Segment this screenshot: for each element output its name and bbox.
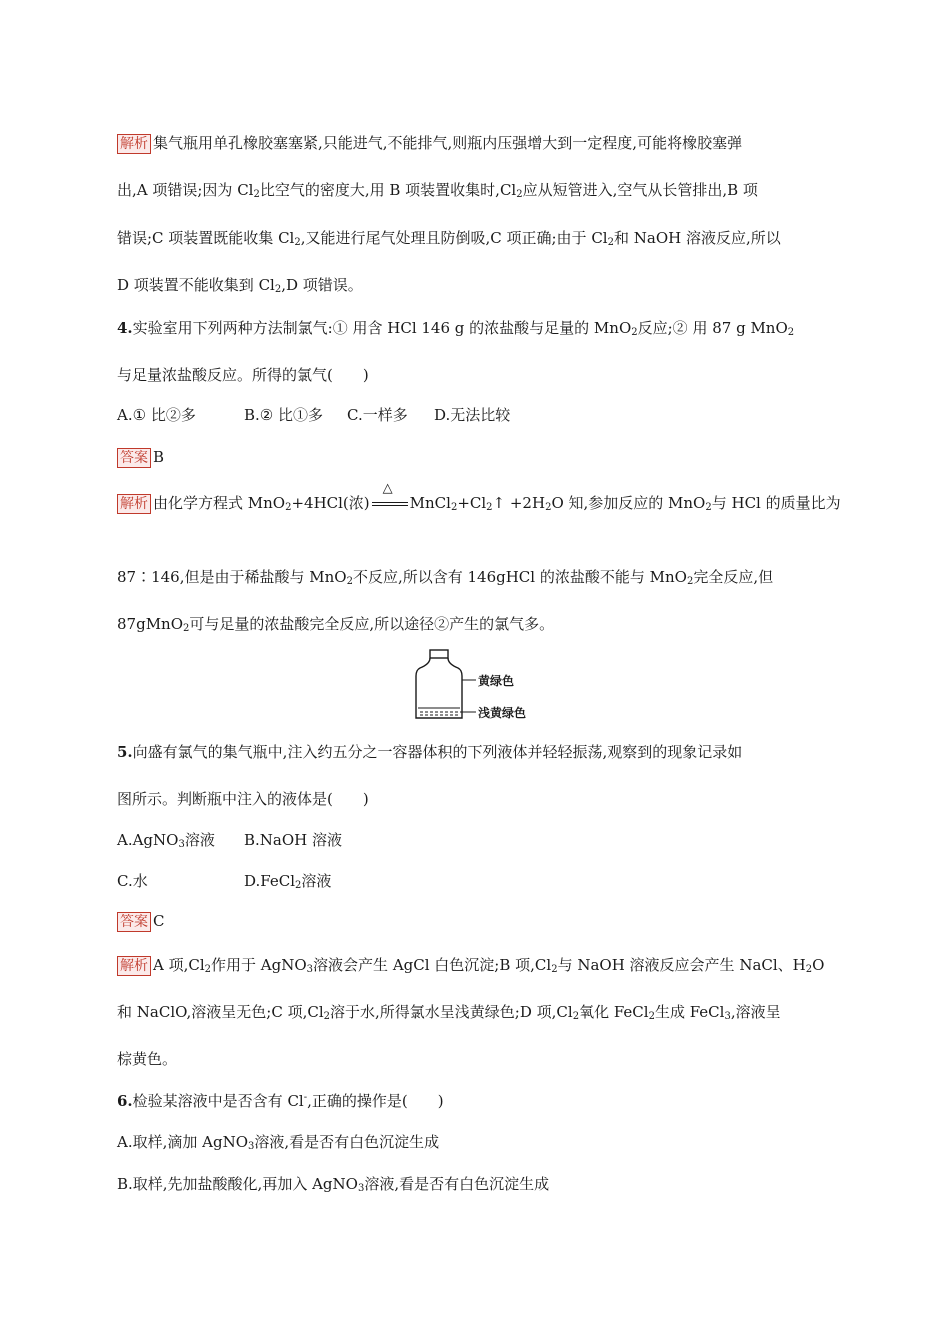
q3-analysis-line-3: 错误;C 项装置既能收集 $Cl_2$,又能进行尾气处理且防倒吸,C 项正确;由于 $Cl_2$和 NaOH 溶液反应,所以 xyxy=(117,229,781,248)
option-b: B.NaOH 溶液 xyxy=(244,831,343,849)
analysis-tag: 解析 xyxy=(117,956,151,976)
option-b: B.② 比①多 xyxy=(244,406,324,424)
q4-analysis-line-2: 87∶146,但是由于稀盐酸与 MnO$_2$不反应,所以含有 146gHCl 的浓盐酸不能与 MnO$_2$完全反应,但 xyxy=(117,568,774,587)
option-d: D.无法比较 xyxy=(434,406,511,424)
upper-gas-label: 黄绿色 xyxy=(478,674,515,688)
q4-stem-line-1: 4.实验室用下列两种方法制氯气:① 用含 HCl 146 g 的浓盐酸与足量的 MnO$_2$反应;② 用 87 g MnO$_2$ xyxy=(117,319,795,338)
answer-value: B xyxy=(153,448,165,466)
option-d: D.FeCl$_2$溶液 xyxy=(244,872,332,891)
q5-stem-line-1: 5.向盛有氯气的集气瓶中,注入约五分之一容器体积的下列液体并轻轻振荡,观察到的现象记录如 xyxy=(117,743,743,761)
answer-value: C xyxy=(153,912,165,930)
q4-stem-line-2: 与足量浓盐酸反应。所得的氯气( ) xyxy=(117,366,369,384)
analysis-tag: 解析 xyxy=(117,134,151,154)
gas-jar-drawing xyxy=(410,648,480,722)
answer-tag: 答案 xyxy=(117,448,151,468)
q4-analysis-line-3: 87gMnO$_2$可与足量的浓盐酸完全反应,所以途径②产生的氯气多。 xyxy=(117,615,555,634)
q4-answer xyxy=(117,447,837,468)
q6-option-b: B.取样,先加盐酸酸化,再加入 AgNO$_3$溶液,看是否有白色沉淀生成 xyxy=(117,1175,550,1194)
option-c: C.一样多 xyxy=(347,406,408,424)
q5-analysis-line-3: 棕黄色。 xyxy=(117,1050,178,1068)
q6-option-a: A.取样,滴加 AgNO$_3$溶液,看是否有白色沉淀生成 xyxy=(117,1133,440,1152)
q3-analysis-line-4: D 项装置不能收集到 $Cl_2,D$ 项错误。 xyxy=(117,276,363,295)
q5-options-row-2 xyxy=(117,871,837,891)
question-number: 6. xyxy=(117,1092,133,1110)
option-a: A.① 比②多 xyxy=(117,406,196,424)
option-c: C.水 xyxy=(117,872,148,890)
question-number: 5. xyxy=(117,743,133,761)
q5-answer xyxy=(117,911,837,932)
delta-symbol: △ xyxy=(382,481,393,496)
q4-options xyxy=(117,405,837,425)
gas-jar-figure xyxy=(410,648,550,722)
q6-stem: 6.检验某溶液中是否含有 Cl-,正确的操作是( ) xyxy=(117,1092,444,1110)
option-a: A.AgNO$_3$溶液 xyxy=(117,831,215,850)
q3-analysis-line-1: 解析 集气瓶用单孔橡胶塞塞紧,只能进气,不能排气,则瓶内压强增大到一定程度,可能将橡胶塞弹 xyxy=(117,133,837,154)
analysis-tag: 解析 xyxy=(117,494,151,514)
heating-equation-sign xyxy=(370,481,410,513)
q5-options-row-1 xyxy=(117,830,837,850)
question-number: 4. xyxy=(117,319,133,337)
lower-liquid-label: 浅黄绿色 xyxy=(478,706,527,720)
q5-analysis-line-2: 和 NaClO,溶液呈无色;C 项$,Cl_2$溶于水,所得氯水呈浅黄绿色;D 项$,Cl_2$氧化 FeCl$_2$生成 FeCl$_3$,溶液呈 xyxy=(117,1003,781,1022)
q3-analysis-line-2: 出,A 项错误;因为 $Cl_2$比空气的密度大,用 B 项装置收集时$,Cl_2$应从短管进入,空气从长管排出,B 项 xyxy=(117,181,758,200)
answer-tag: 答案 xyxy=(117,912,151,932)
q5-analysis-line-1: 解析 A 项$,Cl_2$作用于 AgNO$_3$溶液会产生 AgCl 白色沉淀;B 项$,Cl_2$与 NaOH 溶液反应会产生 NaCl、$H_2O$ xyxy=(117,955,837,976)
q5-stem-line-2: 图所示。判断瓶中注入的液体是( ) xyxy=(117,790,369,808)
q4-analysis-line-1: 解析 由化学方程式 MnO$_2$+4HCl(浓) △ $MnCl_2+Cl_2↑ +2H_2O$ 知,参加反应的 MnO$_2$与 HCl 的质量比为 xyxy=(117,493,837,514)
